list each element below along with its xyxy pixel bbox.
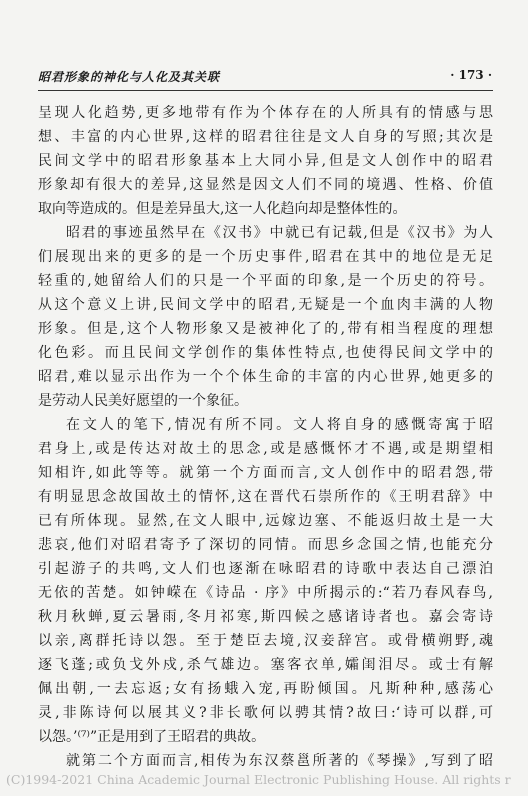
- text-line: 呈现人化趋势,更多地带有作为个体存在的人所具有的情感与思: [38, 105, 493, 121]
- text-line: 就第二个方面而言,相传为东汉蔡邕所著的《琴操》,写到了昭: [66, 753, 493, 769]
- text-line: 君身上,或是传达对故土的思念,或是感慨怀才不遇,或是期望相: [38, 441, 493, 457]
- text-line: 佩出朝,一去忘返;女有扬蛾入宠,再盼倾国。凡斯种种,感荡心: [38, 681, 493, 697]
- text-line: 引起游子的共鸣,文人们也逐渐在咏昭君的诗歌中表达自己漂泊: [38, 561, 493, 577]
- page-number: · 173 ·: [450, 68, 492, 82]
- text-line: 已有所体现。显然,在文人眼中,远嫁边塞、不能返归故土是一大: [38, 513, 493, 529]
- text-line: 昭君,难以显示出作为一个个体生命的丰富的内心世界,她更多的: [38, 369, 493, 385]
- text-line: 想、丰富的内心世界,这样的昭君往往是文人自身的写照;其次是: [38, 129, 493, 145]
- text-line: 以怨。’⁽⁷⁾”正是用到了王昭君的典故。: [38, 729, 266, 745]
- text-line: 取向等造成的。但是差异虽大,这一人化趋向却是整体性的。: [38, 201, 407, 217]
- text-line: 知相许,如此等等。就第一个方面而言,文人创作中的昭君怨,带: [38, 465, 493, 481]
- running-header: [38, 66, 492, 86]
- text-line: 从这个意义上讲,民间文学中的昭君,无疑是一个血肉丰满的人物: [38, 297, 493, 313]
- text-line: 灵,非陈诗何以展其义?非长歌何以骋其情?故曰:‘诗可以群,可: [38, 705, 493, 721]
- text-line: 逐飞蓬;或负戈外戍,杀气雄边。塞客衣单,孀闺泪尽。或士有解: [38, 657, 493, 673]
- text-line: 有明显思念故国故土的情怀,这在晋代石崇所作的《王明君辞》中: [38, 489, 493, 505]
- running-header-title: 昭君形象的神化与人化及其关联: [38, 70, 221, 84]
- header-divider: [38, 90, 493, 91]
- text-line: 在文人的笔下,情况有所不同。文人将自身的感慨寄寓于昭: [66, 417, 493, 433]
- text-line: 无依的苦楚。如钟嵘在《诗品 · 序》中所揭示的:“若乃春风春鸟,: [38, 585, 493, 601]
- text-line: 化色彩。而且民间文学创作的集体性特点,也使得民间文学中的: [38, 345, 493, 361]
- text-line: 轻重的,她留给人们的只是一个平面的印象,是一个历史的符号。: [38, 273, 493, 289]
- text-line: 以亲,离群托诗以怨。至于楚臣去境,汉妾辞宫。或骨横朔野,魂: [38, 633, 493, 649]
- text-line: 民间文学中的昭君形象基本上大同小异,但是文人创作中的昭君: [38, 153, 493, 169]
- text-line: 们展现出来的更多的是一个历史事件,昭君在其中的地位是无足: [38, 249, 493, 265]
- text-line: 悲哀,他们对昭君寄予了深切的同情。而思乡念国之情,也能充分: [38, 537, 493, 553]
- text-line: 秋月秋蝉,夏云暑雨,冬月祁寒,斯四候之感诸诗者也。嘉会寄诗: [38, 609, 493, 625]
- text-line: 昭君的事迹虽然早在《汉书》中就已有记载,但是《汉书》为人: [66, 225, 493, 241]
- copyright-footer: (C)1994-2021 China Academic Journal Electronic Publishing House. All rights r: [6, 772, 511, 787]
- text-line: 形象却有很大的差异,这显然是因文人们不同的境遇、性格、价值: [38, 177, 493, 193]
- body-text: [38, 101, 493, 773]
- text-line: 形象。但是,这个人物形象又是被神化了的,带有相当程度的理想: [38, 321, 493, 337]
- text-line: 是劳动人民美好愿望的一个象征。: [38, 393, 248, 409]
